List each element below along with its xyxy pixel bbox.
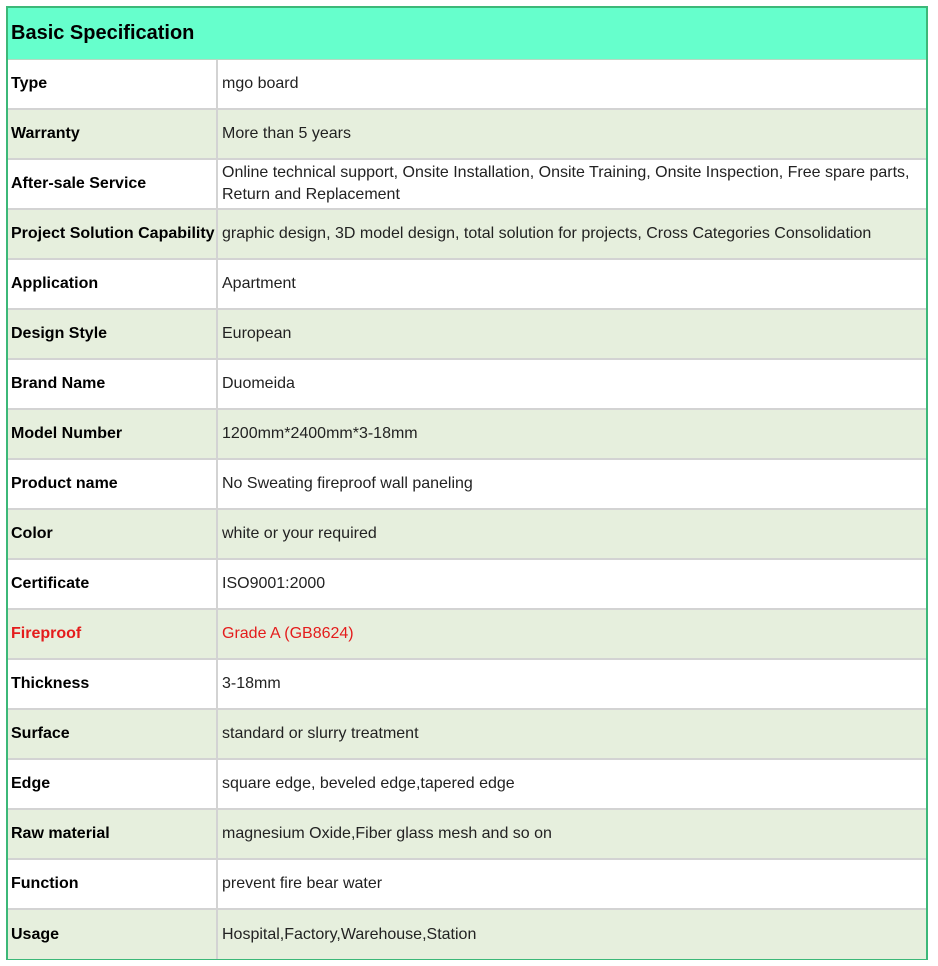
row-label: After-sale Service bbox=[8, 160, 218, 208]
row-label: Product name bbox=[8, 460, 218, 508]
row-value: square edge, beveled edge,tapered edge bbox=[222, 775, 515, 792]
table-row bbox=[8, 510, 926, 560]
row-value: mgo board bbox=[222, 75, 299, 92]
row-value: prevent fire bear water bbox=[222, 875, 383, 892]
table-row bbox=[8, 310, 926, 360]
spec-header bbox=[8, 8, 926, 60]
table-row bbox=[8, 660, 926, 710]
row-value: No Sweating fireproof wall paneling bbox=[222, 475, 473, 492]
row-label: Color bbox=[8, 510, 218, 558]
row-value: graphic design, 3D model design, total solution for projects, Cross Categories Consolidation bbox=[222, 225, 872, 242]
row-value: More than 5 years bbox=[222, 125, 351, 142]
row-value: standard or slurry treatment bbox=[222, 725, 419, 742]
row-label: Model Number bbox=[8, 410, 218, 458]
table-row bbox=[8, 210, 926, 260]
table-row bbox=[8, 710, 926, 760]
row-label: Edge bbox=[8, 760, 218, 808]
row-value: Grade A (GB8624) bbox=[222, 625, 354, 642]
table-row bbox=[8, 810, 926, 860]
table-row bbox=[8, 760, 926, 810]
table-row bbox=[8, 60, 926, 110]
row-label: Brand Name bbox=[8, 360, 218, 408]
row-value: ISO9001:2000 bbox=[222, 575, 326, 592]
row-label: Thickness bbox=[8, 660, 218, 708]
row-value: 1200mm*2400mm*3-18mm bbox=[222, 425, 418, 442]
row-value: Duomeida bbox=[222, 375, 295, 392]
row-value: 3-18mm bbox=[222, 675, 281, 692]
row-value: Online technical support, Onsite Installation, Onsite Training, Onsite Inspection, Free spare parts, Return and Replacement bbox=[222, 164, 910, 203]
table-row bbox=[8, 560, 926, 610]
spec-title: Basic Specification bbox=[11, 22, 195, 44]
table-row bbox=[8, 360, 926, 410]
row-label: Certificate bbox=[8, 560, 218, 608]
row-label: Warranty bbox=[8, 110, 218, 158]
row-value: European bbox=[222, 325, 292, 342]
spec-rows bbox=[8, 60, 926, 959]
table-row bbox=[8, 910, 926, 959]
row-value: white or your required bbox=[222, 525, 377, 542]
table-row bbox=[8, 260, 926, 310]
row-label: Surface bbox=[8, 710, 218, 758]
table-row bbox=[8, 860, 926, 910]
row-value: magnesium Oxide,Fiber glass mesh and so on bbox=[222, 825, 552, 842]
row-label: Fireproof bbox=[8, 610, 218, 658]
table-row bbox=[8, 110, 926, 160]
row-value: Hospital,Factory,Warehouse,Station bbox=[222, 925, 477, 943]
table-row bbox=[8, 160, 926, 210]
row-label: Project Solution Capability bbox=[8, 210, 218, 258]
spec-table-frame bbox=[6, 6, 928, 960]
table-row bbox=[8, 410, 926, 460]
row-label: Type bbox=[8, 60, 218, 108]
row-label: Usage bbox=[8, 910, 218, 959]
row-label: Design Style bbox=[8, 310, 218, 358]
row-label: Function bbox=[8, 860, 218, 908]
row-value: Apartment bbox=[222, 275, 296, 292]
row-label: Raw material bbox=[8, 810, 218, 858]
row-label: Application bbox=[8, 260, 218, 308]
table-row bbox=[8, 460, 926, 510]
table-row bbox=[8, 610, 926, 660]
